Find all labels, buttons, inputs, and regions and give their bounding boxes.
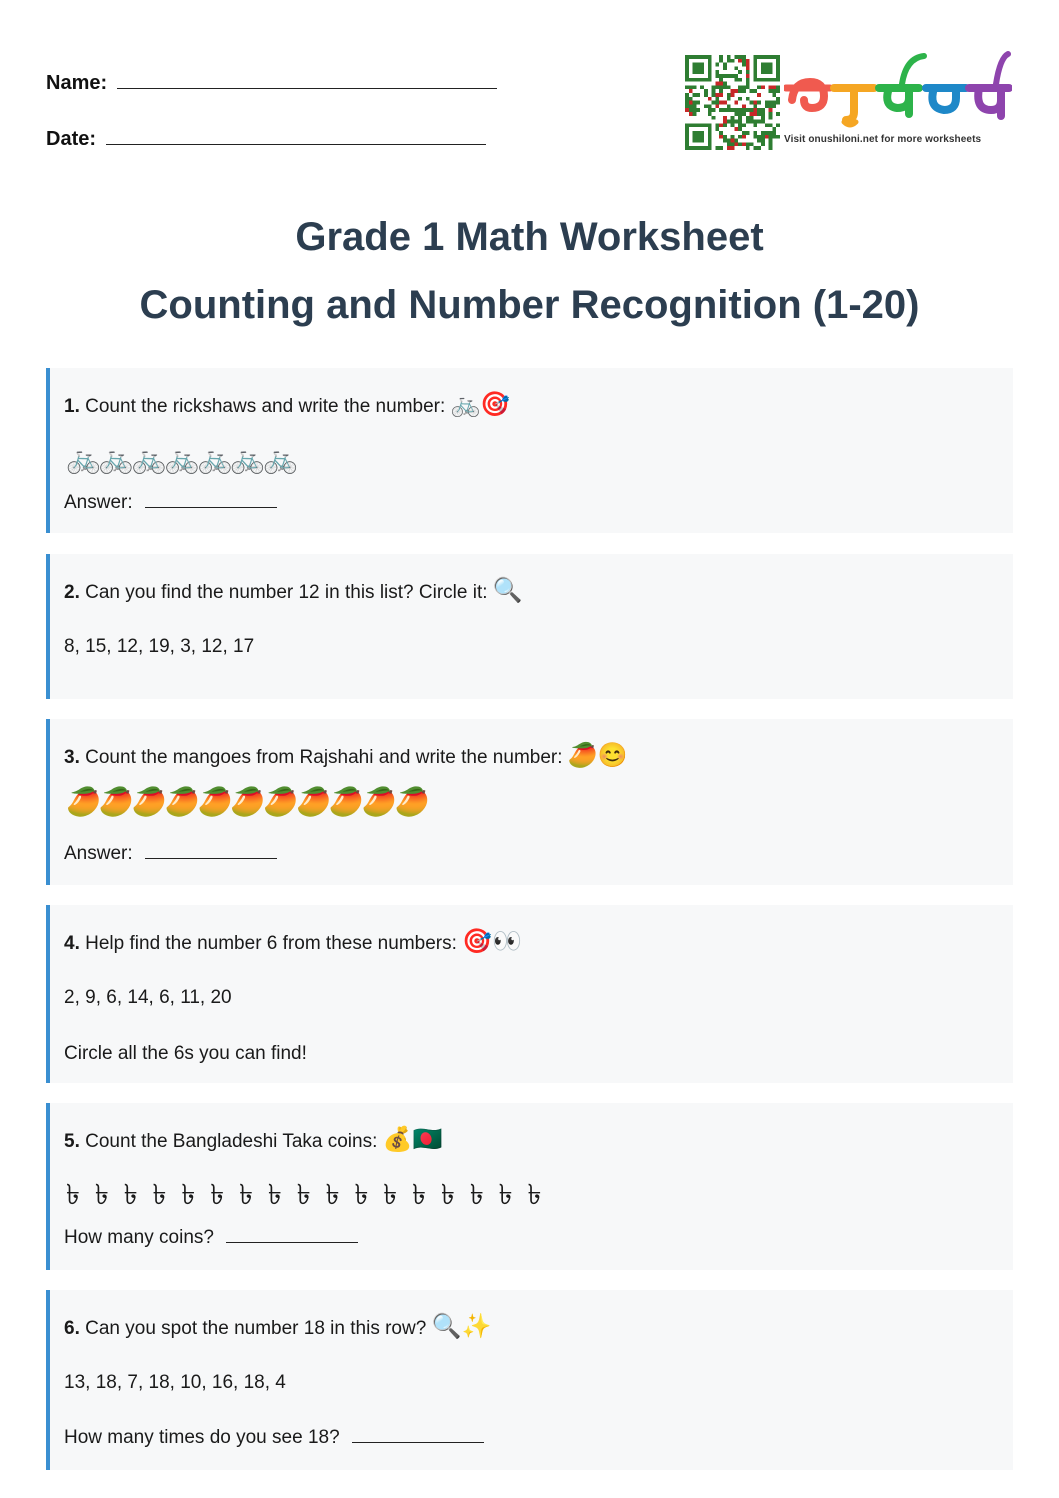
answer-row: How many coins?: [64, 1227, 358, 1249]
question-1: [46, 368, 1013, 533]
answer-blank[interactable]: [226, 1228, 358, 1243]
name-blank-line[interactable]: [117, 72, 497, 89]
mango-icons: 🥭🥭🥭🥭🥭🥭🥭🥭🥭🥭🥭: [66, 786, 428, 817]
bicycle-target-icon: 🚲🎯: [450, 391, 511, 418]
instruction-text: Circle all the 6s you can find!: [64, 1043, 307, 1064]
question-prompt: 1. Count the rickshaws and write the number: 🚲🎯: [64, 391, 511, 418]
logo: [784, 50, 1012, 145]
answer-blank[interactable]: [145, 493, 277, 508]
target-eyes-icon: 🎯👀: [462, 928, 522, 955]
number-list[interactable]: 13, 18, 7, 18, 10, 16, 18, 4: [64, 1372, 286, 1393]
question-6: [46, 1290, 1013, 1470]
answer-row: Answer:: [64, 492, 277, 514]
money-bag-flag-icon: 💰🇧🇩: [382, 1126, 443, 1153]
name-field: [46, 72, 497, 95]
logo-caption: Visit onushiloni.net for more worksheets: [784, 134, 982, 145]
question-prompt: 3. Count the mangoes from Rajshahi and write the number: 🥭😊: [64, 742, 628, 769]
logo-wordmark-icon: [784, 50, 1012, 132]
worksheet-subtitle: Counting and Number Recognition (1-20): [139, 283, 920, 327]
number-list[interactable]: 8, 15, 12, 19, 3, 12, 17: [64, 636, 255, 657]
question-2: [46, 554, 1013, 699]
question-prompt: 2. Can you find the number 12 in this list? Circle it: 🔍: [64, 577, 523, 604]
question-3: [46, 719, 1013, 885]
question-5: [46, 1103, 1013, 1270]
date-field: [46, 128, 486, 151]
question-prompt: 5. Count the Bangladeshi Taka coins: 💰🇧🇩: [64, 1126, 443, 1153]
question-prompt: 4. Help find the number 6 from these numbers: 🎯👀: [64, 928, 522, 955]
answer-row: How many times do you see 18?: [64, 1427, 484, 1449]
question-4: [46, 905, 1013, 1083]
answer-row: Answer:: [64, 843, 277, 865]
question-prompt: 6. Can you spot the number 18 in this row? 🔍✨: [64, 1313, 492, 1340]
mango-smile-icon: 🥭😊: [567, 742, 628, 769]
name-label: Name:: [46, 72, 108, 94]
number-list[interactable]: 2, 9, 6, 14, 6, 11, 20: [64, 987, 232, 1008]
worksheet-title: Grade 1 Math Worksheet: [295, 215, 764, 259]
magnifier-sparkles-icon: 🔍✨: [431, 1313, 492, 1340]
rickshaw-icons: 🚲🚲🚲🚲🚲🚲🚲: [66, 443, 297, 474]
magnifier-icon: 🔍: [492, 577, 523, 604]
date-blank-line[interactable]: [106, 128, 486, 145]
taka-coin-icons: ৳ ৳ ৳ ৳ ৳ ৳ ৳ ৳ ৳ ৳ ৳ ৳ ৳ ৳ ৳ ৳ ৳: [66, 1178, 545, 1211]
date-label: Date:: [46, 128, 97, 150]
answer-blank[interactable]: [352, 1428, 484, 1443]
answer-blank[interactable]: [145, 844, 277, 859]
qr-code-icon: [685, 55, 780, 150]
